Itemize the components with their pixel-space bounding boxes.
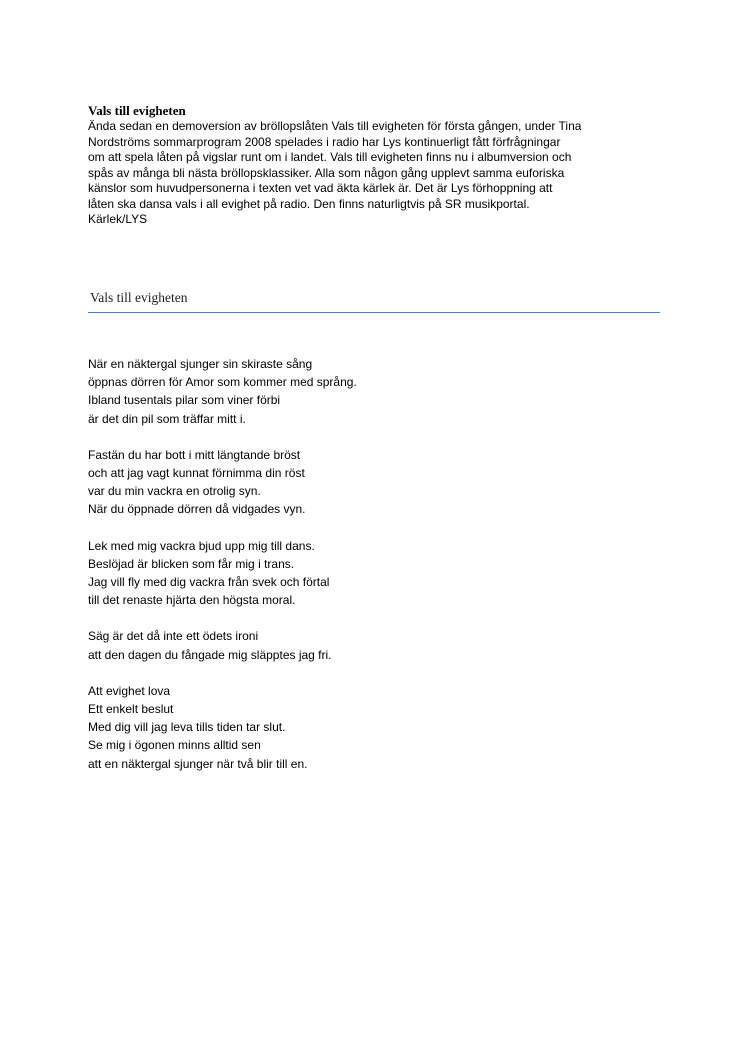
intro-line: Ända sedan en demoversion av bröllopslåten Vals till evigheten för första gången, under Tina	[88, 119, 582, 133]
intro-section	[88, 103, 668, 228]
lyric-line: Se mig i ögonen minns alltid sen	[88, 738, 261, 753]
lyric-line: Fastän du har bott i mitt längtande bröst	[88, 447, 301, 462]
lyrics-heading	[88, 289, 660, 313]
lyric-line: är det din pil som träffar mitt i.	[88, 411, 246, 426]
stanza-1	[88, 355, 588, 428]
lyric-line: När du öppnade dörren då vidgades vyn.	[88, 502, 306, 517]
lyric-line: Ett enkelt beslut	[88, 702, 174, 717]
lyric-line: Beslöjad är blicken som får mig i trans.	[88, 556, 295, 571]
intro-line: Nordströms sommarprogram 2008 spelades i radio har Lys kontinuerligt fått förfrågningar	[88, 134, 561, 149]
stanza-2	[88, 446, 588, 519]
lyrics-heading-title: Vals till evigheten	[90, 290, 188, 305]
intro-line: om att spela låten på vigslar runt om i landet. Vals till evigheten finns nu i albumversion och	[88, 150, 572, 164]
intro-line: känslor som huvudpersonerna i texten vet vad äkta kärlek är. Det är Lys förhoppning att	[88, 181, 553, 195]
lyric-line: till det renaste hjärta den högsta moral.	[88, 593, 296, 608]
lyric-line: var du min vackra en otrolig syn.	[88, 484, 261, 499]
lyric-line: öppnas dörren för Amor som kommer med språng.	[88, 375, 357, 390]
lyric-line: Ibland tusentals pilar som viner förbi	[88, 393, 281, 408]
intro-signature: Kärlek/LYS	[88, 212, 148, 226]
lyrics-body	[88, 355, 588, 791]
lyric-line: Lek med mig vackra bjud upp mig till dans.	[88, 538, 315, 553]
lyric-line: och att jag vagt kunnat förnimma din röst	[88, 466, 305, 481]
stanza-5	[88, 682, 588, 773]
lyric-line: att en näktergal sjunger när två blir till en.	[88, 756, 308, 771]
lyric-line: Med dig vill jag leva tills tiden tar slut.	[88, 720, 286, 735]
heading-divider	[88, 312, 660, 313]
intro-line: spås av många bli nästa bröllopsklassiker. Alla som någon gång upplevt samma euforiska	[88, 165, 565, 180]
intro-line: låten ska dansa vals i all evighet på radio. Den finns naturligtvis på SR musikportal.	[88, 196, 530, 211]
lyric-line: När en näktergal sjunger sin skiraste sång	[88, 357, 313, 371]
intro-title: Vals till evigheten	[88, 103, 186, 118]
lyric-line: att den dagen du fångade mig släpptes jag fri.	[88, 647, 332, 662]
stanza-3	[88, 537, 588, 610]
lyric-line: Jag vill fly med dig vackra från svek och förtal	[88, 575, 330, 590]
stanza-4	[88, 627, 588, 663]
lyric-line: Säg är det då inte ett ödets ironi	[88, 629, 259, 644]
lyric-line: Att evighet lova	[88, 683, 171, 698]
